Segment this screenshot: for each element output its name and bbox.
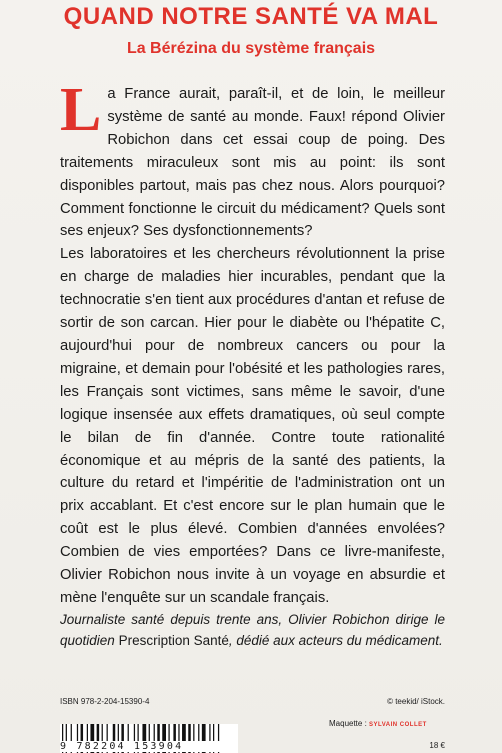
design-credit — [329, 719, 427, 728]
blurb-paragraph-1 — [60, 76, 445, 243]
author-bio-text-1: Journaliste santé depuis trente ans, Olivier Robichon dirige le quotidien — [60, 612, 445, 648]
barcode-number: 9 782204 153904 — [60, 741, 238, 752]
dropcap-letter: L — [60, 76, 102, 144]
isbn-text: ISBN 978-2-204-15390-4 — [60, 697, 150, 706]
book-subtitle: La Bérézina du système français — [126, 40, 376, 57]
photo-credit: © teekid/ iStock. — [387, 697, 445, 706]
designer-logo: SYLVAIN COLLET — [369, 722, 427, 728]
price-label: 18 € — [429, 741, 445, 750]
design-credit-label: Maquette : — [329, 719, 370, 728]
author-bio — [60, 610, 445, 651]
blurb-paragraph-2: Les laboratoires et les chercheurs révolutionnent la prise en charge de maladies hier incurables, pendant que la technocratie s'en tient aux procédures d'antan et refuse de sortir de son carcan. Hier pour le diabète ou l'hépatite C, aujourd'hui pour de nombreux cancers ou pour la migraine, et demain pour l'obésité et les pathologies rares, les Français sont victimes, sans même le savoir, d'une logique insensée aux effets dramatiques, où seul compte le bilan de fin d'année. Contre toute rationalité économique et au mépris de la santé des patients, la culture du retard et l'impéritie de l'administration ont un prix accablant. Et c'est encore sur le plan humain que le coût est le plus élevé. Combien d'années envolées? Combien de vies emportées? Dans ce livre-manifeste, Olivier Robichon nous invite à un voyage en absurdie et mène l'enquête sur un scandale français. — [60, 246, 445, 606]
book-title: QUAND NOTRE SANTÉ VA MAL — [63, 3, 439, 30]
author-bio-text-2: , dédié aux acteurs du médicament. — [228, 632, 443, 648]
publication-name: Prescription Santé — [118, 632, 229, 648]
blurb — [60, 76, 445, 610]
blurb-paragraph-1-text: a France aurait, paraît-il, et de loin, le meilleur système de santé au monde. Faux! répond Olivier Robichon dans cet essai coup de poing. Des traitements miraculeux sont mis au point: ils sont disponibles partout, mais pas chez nous. Alors pourquoi? Comment fonctionne le circuit du médicament? Quels sont ses enjeux? Ses dysfonctionnements? — [60, 86, 445, 240]
